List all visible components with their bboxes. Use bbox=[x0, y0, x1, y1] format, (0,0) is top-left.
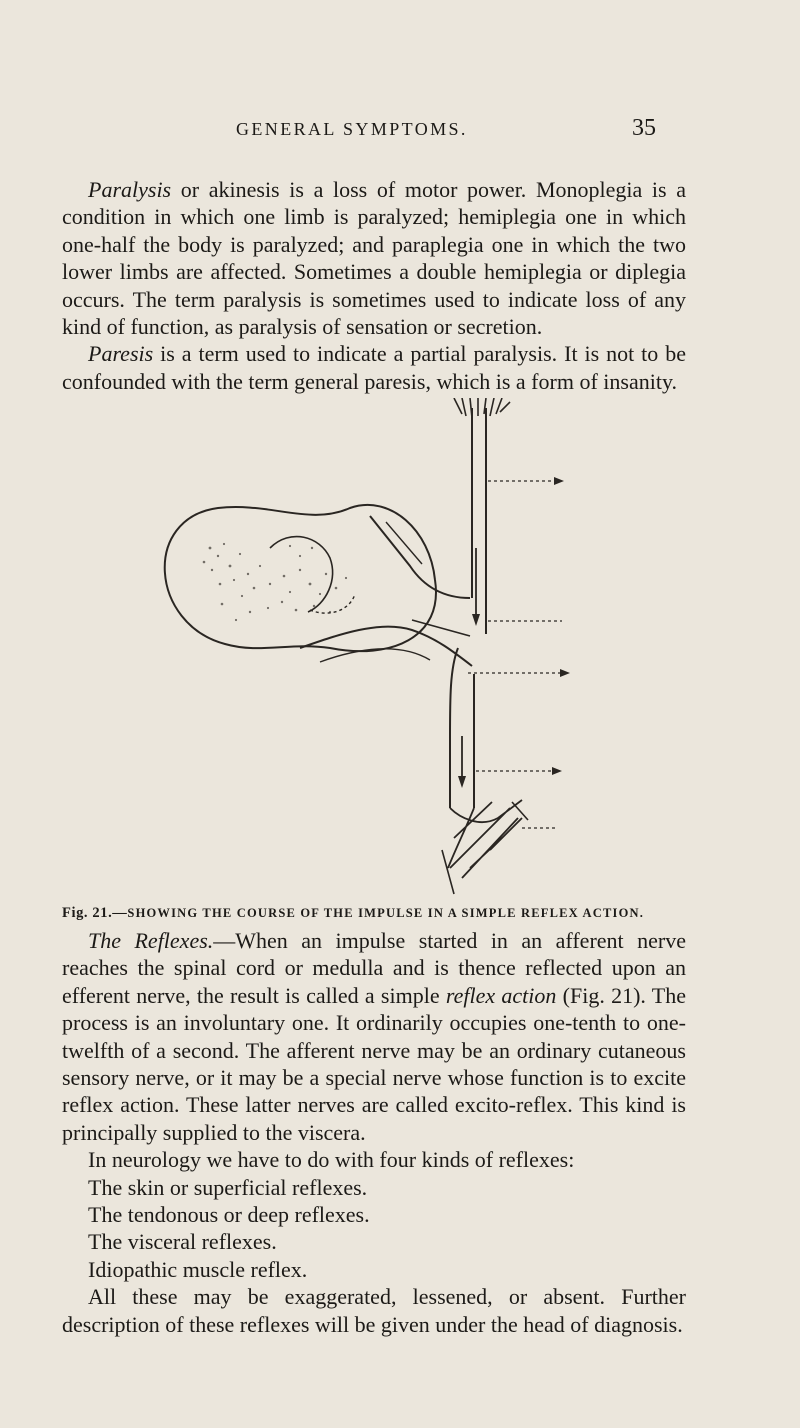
upper-impulse-arrow bbox=[472, 614, 480, 626]
leader-3-head bbox=[560, 669, 570, 677]
reflexes-text-a: —When an impulse started in an afferent nerve reaches the spinal cord or medulla and is thence reflected upon an efferent nerve, the result is called a simple bbox=[62, 928, 686, 1008]
heading-reflexes: The Reflexes. bbox=[88, 928, 214, 953]
efferent-nerve-left bbox=[450, 648, 458, 808]
leader-1-head bbox=[554, 477, 564, 485]
muscle-fibres-top bbox=[454, 398, 510, 418]
page-number: 35 bbox=[632, 115, 656, 141]
reflex-kinds-list bbox=[62, 1174, 686, 1284]
reflex-arc-figure bbox=[150, 398, 610, 898]
list-item: Idiopathic muscle reflex. bbox=[88, 1256, 308, 1282]
running-head bbox=[236, 115, 656, 147]
term-paresis: Paresis bbox=[88, 341, 154, 367]
figure-caption-text: SHOWING THE COURSE OF THE IMPULSE IN A SIMPLE REFLEX ACTION. bbox=[127, 906, 645, 920]
figure-caption bbox=[62, 905, 686, 922]
paragraph-paresis-text: is a term used to indicate a partial paralysis. It is not to be confounded with the term general paresis, which is a form of insanity. bbox=[62, 341, 686, 394]
reflexes-text-b: (Fig. 21). The process is an involuntary one. It ordinarily occupies one-tenth to one-twelfth of a second. The afferent nerve may be an ordinary cutaneous sensory nerve, or it may be a special nerve whose function is to excite reflex action. These latter nerves are called excito-reflex. This kind is principally supplied to the viscera. bbox=[62, 982, 686, 1145]
grey-matter-outline bbox=[270, 537, 333, 612]
paragraph-four-kinds: In neurology we have to do with four kinds of reflexes: bbox=[88, 1147, 575, 1173]
lower-impulse-arrow bbox=[458, 776, 466, 788]
paragraph-closing: All these may be exaggerated, lessened, or absent. Further description of these reflexes will be given under the head of diagnosis. bbox=[62, 1284, 686, 1337]
reflex-arc-illustration bbox=[150, 398, 610, 898]
paragraph-paralysis-text: or akinesis is a loss of motor power. Monoplegia is a condition in which one limb is paralyzed; hemiplegia one in which one-half the body is paralyzed; and paraplegia one in which the two lower limbs are affected. Sometimes a double hemiplegia or diplegia occurs. The term paralysis is sometimes used to indicate loss of any kind of function, as paralysis of sensation or secretion. bbox=[62, 177, 686, 340]
top-text bbox=[62, 176, 686, 395]
term-paralysis: Paralysis bbox=[88, 177, 172, 202]
running-head-title: GENERAL SYMPTOMS. bbox=[236, 119, 468, 139]
list-item: The skin or superficial reflexes. bbox=[88, 1174, 368, 1200]
skin-end-organ bbox=[448, 800, 522, 878]
paragraph-paresis bbox=[62, 340, 686, 395]
spinal-cord-outline bbox=[165, 505, 436, 651]
figure-caption-prefix: Fig. 21.— bbox=[62, 905, 128, 921]
leader-4-head bbox=[552, 767, 562, 775]
term-reflex-action: reflex action bbox=[445, 982, 557, 1008]
root-upper bbox=[370, 516, 470, 598]
paragraph-paralysis bbox=[62, 176, 686, 340]
list-item: The visceral reflexes. bbox=[88, 1229, 277, 1255]
skin-end-organ-edge bbox=[442, 802, 528, 894]
bottom-text bbox=[62, 927, 686, 1338]
paragraph-reflexes bbox=[62, 927, 686, 1146]
grey-matter-stipple bbox=[203, 543, 347, 621]
anterior-horn-outline bbox=[310, 594, 355, 613]
list-item: The tendonous or deep reflexes. bbox=[88, 1202, 370, 1228]
